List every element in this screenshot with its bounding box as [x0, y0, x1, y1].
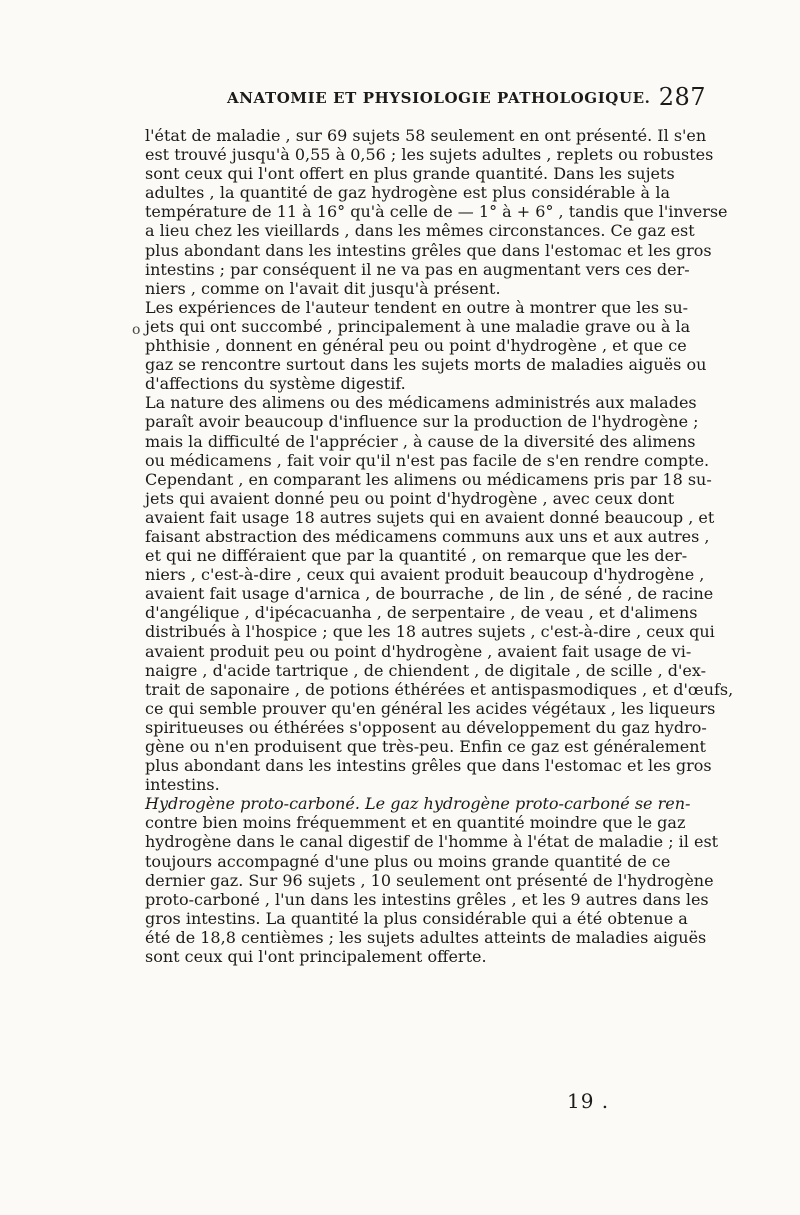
text-line-27: distribués à l'hospice ; que les 18 autres sujets , c'est-à-dire , ceux qui	[145, 622, 715, 642]
text-line-9: niers , comme on l'avait dit jusqu'à présent.	[145, 278, 501, 298]
text-line-23: et qui ne différaient que par la quantité , on remarque que les der-	[145, 546, 688, 566]
text-line-33: gène ou n'en produisent que très-peu. Enfin ce gaz est généralement	[145, 737, 706, 756]
body-text	[145, 126, 734, 967]
text-line-37: contre bien moins fréquemment et en quantité moindre que le gaz	[145, 813, 686, 833]
text-line-35: intestins.	[145, 775, 220, 795]
text-line-4: adultes , la quantité de gaz hydrogène est plus considérable à la	[145, 183, 670, 203]
margin-mark: o	[132, 322, 141, 338]
text-line-8: intestins ; par conséquent il ne va pas en augmentant vers ces der-	[145, 259, 690, 279]
text-line-44: sont ceux qui l'ont principalement offerte.	[145, 947, 487, 967]
text-line-17: mais la difficulté de l'apprécier , à cause de la diversité des alimens	[145, 431, 696, 451]
text-line-3: sont ceux qui l'ont offert en plus grande quantité. Dans les sujets	[145, 164, 675, 184]
text-line-10: Les expériences de l'auteur tendent en outre à montrer que les su-	[145, 297, 689, 317]
text-line-13: gaz se rencontre surtout dans les sujets morts de maladies aiguës ou	[145, 355, 707, 375]
page-number: 287	[658, 83, 706, 111]
text-line-26: d'angélique , d'ipécacuanha , de serpentaire , de veau , et d'alimens	[145, 603, 698, 623]
text-line-12: phthisie , donnent en général peu ou point d'hydrogène , et que ce	[145, 336, 687, 356]
text-line-19: Cependant , en comparant les alimens ou médicamens pris par 18 su-	[145, 469, 712, 489]
text-line-38: hydrogène dans le canal digestif de l'homme à l'état de maladie ; il est	[145, 832, 719, 852]
text-line-30: trait de saponaire , de potions éthérées et antispasmodiques , et d'œufs,	[145, 679, 734, 699]
text-line-39: toujours accompagné d'une plus ou moins grande quantité de ce	[145, 851, 671, 871]
running-head	[205, 83, 708, 117]
text-line-28: avaient produit peu ou point d'hydrogène , avaient fait usage de vi-	[145, 641, 692, 661]
text-line-15: La nature des alimens ou des médicamens administrés aux malades	[145, 393, 697, 413]
text-line-6: a lieu chez les vieillards , dans les mêmes circonstances. Ce gaz est	[145, 221, 695, 241]
text-line-32: spiritueuses ou éthérées s'opposent au développement du gaz hydro-	[145, 717, 707, 737]
text-line-41: proto-carboné , l'un dans les intestins grêles , et les 9 autres dans les	[145, 889, 709, 909]
text-line-42: gros intestins. La quantité la plus considérable qui a été obtenue a	[145, 908, 688, 928]
signature-number: 19 .	[567, 1089, 610, 1113]
text-line-43: été de 18,8 centièmes ; les sujets adultes atteints de maladies aiguës	[145, 927, 707, 947]
text-line-29: naigre , d'acide tartrique , de chiendent , de digitale , de scille , d'ex-	[145, 660, 707, 680]
text-line-14: d'affections du système digestif.	[145, 374, 406, 394]
text-line-34: plus abondant dans les intestins grêles que dans l'estomac et les gros	[145, 756, 712, 776]
text-line-40: dernier gaz. Sur 96 sujets , 10 seulement ont présenté de l'hydrogène	[145, 870, 714, 890]
text-line-25: avaient fait usage d'arnica , de bourrache , de lin , de séné , de racine	[145, 584, 714, 604]
text-line-11: jets qui ont succombé , principalement à une maladie grave ou à la	[145, 316, 691, 336]
text-line-16: paraît avoir beaucoup d'influence sur la production de l'hydrogène ;	[145, 412, 699, 432]
text-line-21: avaient fait usage 18 autres sujets qui en avaient donné beaucoup , et	[145, 507, 715, 527]
text-line-5: température de 11 à 16° qu'à celle de — 1° à + 6° , tandis que l'inverse	[145, 202, 728, 222]
page-title: ANATOMIE ET PHYSIOLOGIE PATHOLOGIQUE.	[227, 89, 651, 107]
text-line-31: ce qui semble prouver qu'en général les acides végétaux , les liqueurs	[145, 698, 716, 718]
text-line-2: est trouvé jusqu'à 0,55 à 0,56 ; les sujets adultes , replets ou robustes	[145, 145, 714, 165]
text-line-22: faisant abstraction des médicamens communs aux uns et aux autres ,	[145, 526, 710, 546]
text-line-1: l'état de maladie , sur 69 sujets 58 seulement en ont présenté. Il s'en	[145, 126, 707, 145]
text-line-36: Hydrogène proto-carboné. Le gaz hydrogène proto-carboné se ren-	[145, 794, 691, 814]
text-line-20: jets qui avaient donné peu ou point d'hydrogène , avec ceux dont	[145, 488, 675, 508]
text-line-7: plus abondant dans les intestins grêles que dans l'estomac et les gros	[145, 240, 712, 260]
text-line-24: niers , c'est-à-dire , ceux qui avaient produit beaucoup d'hydrogène ,	[145, 565, 705, 585]
text-line-18: ou médicamens , fait voir qu'il n'est pas facile de s'en rendre compte.	[145, 450, 710, 470]
